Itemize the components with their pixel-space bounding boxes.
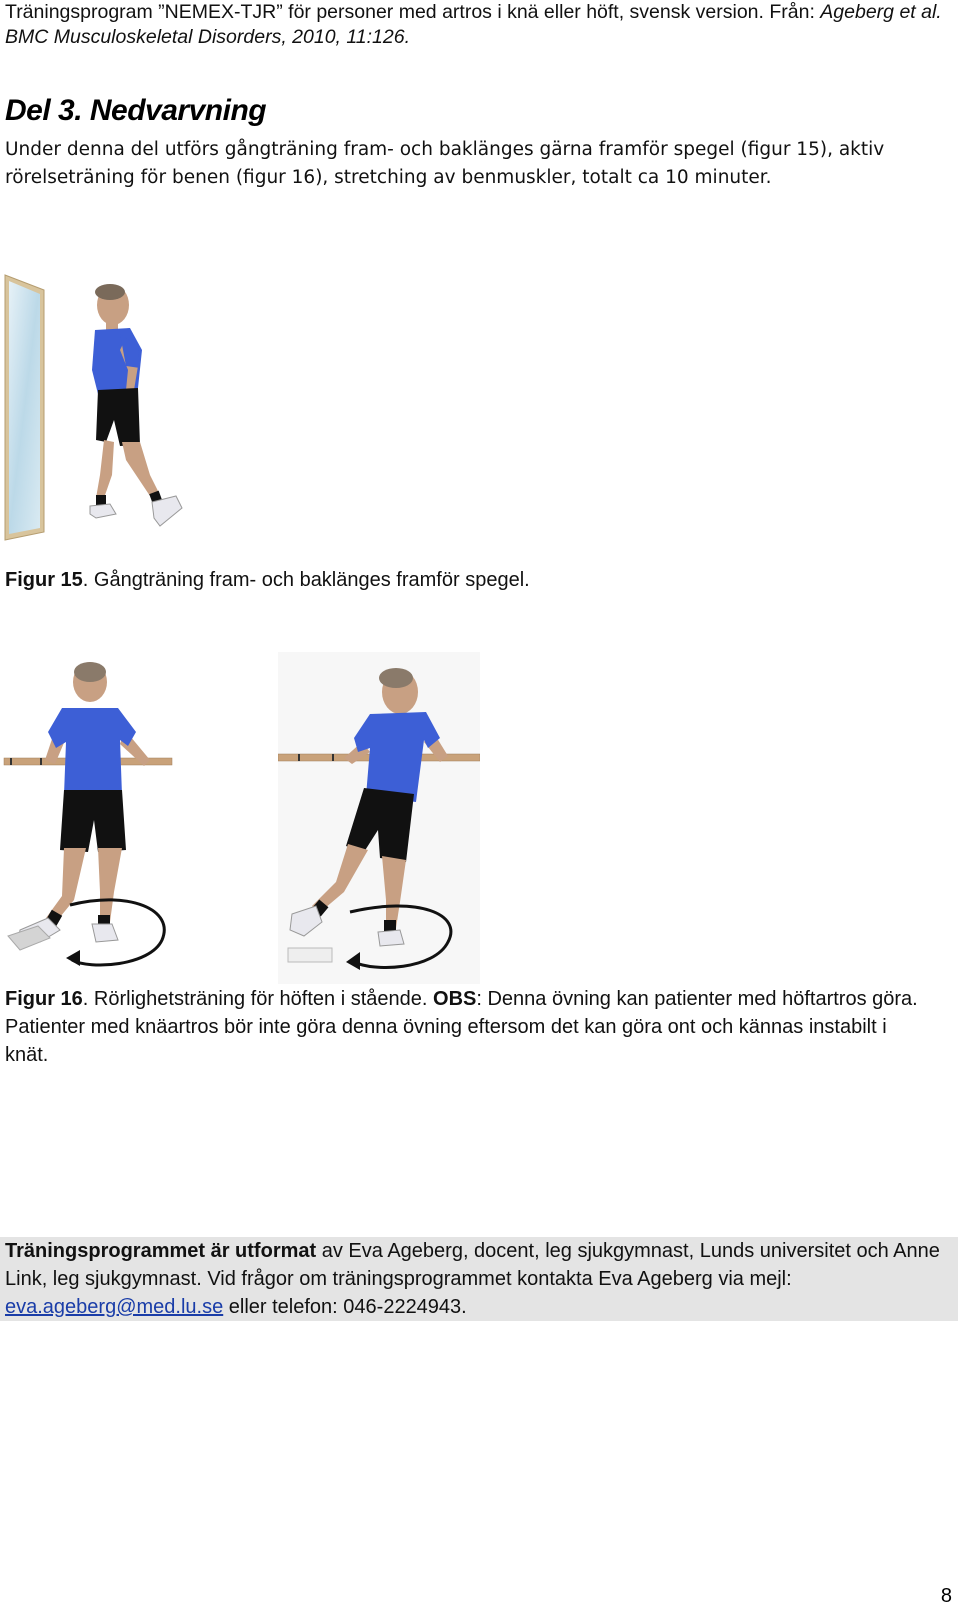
header-citation-authors: Ageberg et al. (820, 1, 942, 23)
figure-15-label: Figur 15 (5, 569, 83, 591)
hip-rotation-front-view-illustration (278, 652, 480, 984)
walking-man-mirror-illustration (0, 270, 190, 550)
header-line-2 (5, 25, 945, 50)
section-title: Del 3. Nedvarvning (5, 94, 267, 127)
header-text: Träningsprogram ”NEMEX-TJR” för personer med artros i knä eller höft, svensk version. Från: (5, 1, 821, 23)
obs-text: : Denna övning kan patienter med höftartros göra. Patienter med knäartros bör inte göra denna övning eftersom det kan göra ont och kännas instabilt i knät. (5, 988, 918, 1066)
figure-15-caption (5, 566, 935, 594)
contact-info-body: av Eva Ageberg, docent, leg sjukgymnast, Lunds universitet och Anne Link, leg sjukgymnast. Vid frågor om träningsprogrammet kontakta Eva Ageberg via mejl: (5, 1240, 940, 1290)
figure-16-caption-text: . Rörlighetsträning för höften i stående. (82, 988, 434, 1010)
page-header (5, 0, 945, 50)
contact-info-text (5, 1237, 950, 1321)
page-number: 8 (940, 1585, 952, 1607)
hip-rotation-back-view-illustration (0, 660, 180, 980)
contact-info-bold: Träningsprogrammet är utformat (5, 1240, 317, 1262)
figure-15-image (0, 270, 190, 550)
header-citation-journal: BMC Musculoskeletal Disorders, 2010, 11:126. (5, 26, 410, 48)
figure-16-image-back-view (0, 660, 180, 980)
section-intro: Under denna del utförs gångträning fram- och baklänges gärna framför spegel (figur 15), aktiv rörelseträning för benen (figur 16), stretching av benmuskler, totalt ca 10 minuter. (5, 139, 885, 188)
obs-label: OBS (433, 988, 477, 1010)
figure-16-label: Figur 16 (5, 988, 83, 1010)
figure-15-caption-text: . Gångträning fram- och baklänges framför spegel. (82, 569, 530, 591)
contact-info-phone: eller telefon: 046-2224943. (223, 1296, 467, 1318)
header-line-1 (5, 0, 945, 25)
figure-16-image-front-view (278, 652, 480, 984)
figure-16-caption (5, 985, 935, 1069)
email-link[interactable]: eva.ageberg@med.lu.se (5, 1296, 224, 1318)
contact-info-box (0, 1237, 958, 1321)
